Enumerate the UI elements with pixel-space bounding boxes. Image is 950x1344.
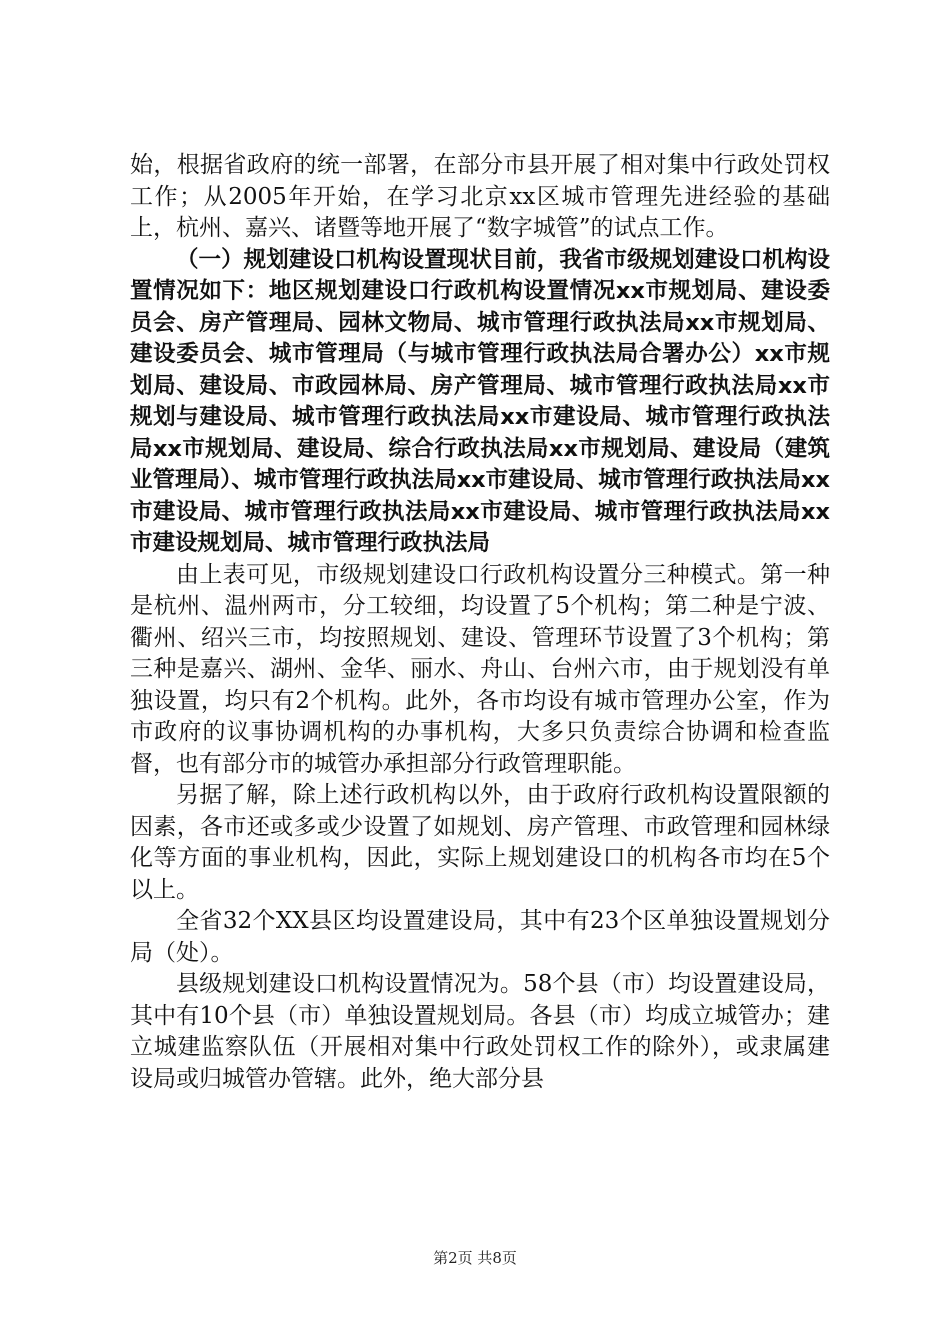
page-number-footer: 第2页 共8页 (433, 1249, 517, 1267)
document-body (130, 150, 830, 1095)
paragraph-6: 县级规划建设口机构设置情况为。58个县（市）均设置建设局，其中有10个县（市）单独设置规划局。各县（市）均成立城管办；建立城建监察队伍（开展相对集中行政处罚权工作的除外），或隶属建设局或归城管办管辖。此外，绝大部分县 (130, 971, 830, 1092)
paragraph-3: 由上表可见，市级规划建设口行政机构设置分三种模式。第一种是杭州、温州两市，分工较细，均设置了5个机构；第二种是宁波、衢州、绍兴三市，均按照规划、建设、管理环节设置了3个机构；第三种是嘉兴、湖州、金华、丽水、舟山、台州六市，由于规划没有单独设置，均只有2个机构。此外，各市均设有城市管理办公室，作为市政府的议事协调机构的办事机构，大多只负责综合协调和检查监督，也有部分市的城管办承担部分行政管理职能。 (130, 561, 830, 777)
paragraph-1: 始，根据省政府的统一部署，在部分市县开展了相对集中行政处罚权工作；从2005年开始，在学习北京xx区城市管理先进经验的基础上，杭州、嘉兴、诸暨等地开展了“数字城管”的试点工作。 (130, 152, 830, 241)
paragraph-5: 全省32个XX县区均设置建设局，其中有23个区单独设置规划分局（处）。 (130, 908, 830, 966)
paragraph-2-heading: （一）规划建设口机构设置现状目前，我省市级规划建设口机构设置情况如下：地区规划建设口行政机构设置情况xx市规划局、建设委员会、房产管理局、园林文物局、城市管理行政执法局xx市规划局、建设委员会、城市管理局（与城市管理行政执法局合署办公）xx市规划局、建设局、市政园林局、房产管理局、城市管理行政执法局xx市规划与建设局、城市管理行政执法局xx市建设局、城市管理行政执法局xx市规划局、建设局、综合行政执法局xx市规划局、建设局（建筑业管理局）、城市管理行政执法局xx市建设局、城市管理行政执法局xx市建设局、城市管理行政执法局xx市建设局、城市管理行政执法局xx市建设规划局、城市管理行政执法局 (130, 246, 830, 556)
paragraph-4: 另据了解，除上述行政机构以外，由于政府行政机构设置限额的因素，各市还或多或少设置了如规划、房产管理、市政管理和园林绿化等方面的事业机构，因此，实际上规划建设口的机构各市均在5个以上。 (130, 782, 830, 903)
